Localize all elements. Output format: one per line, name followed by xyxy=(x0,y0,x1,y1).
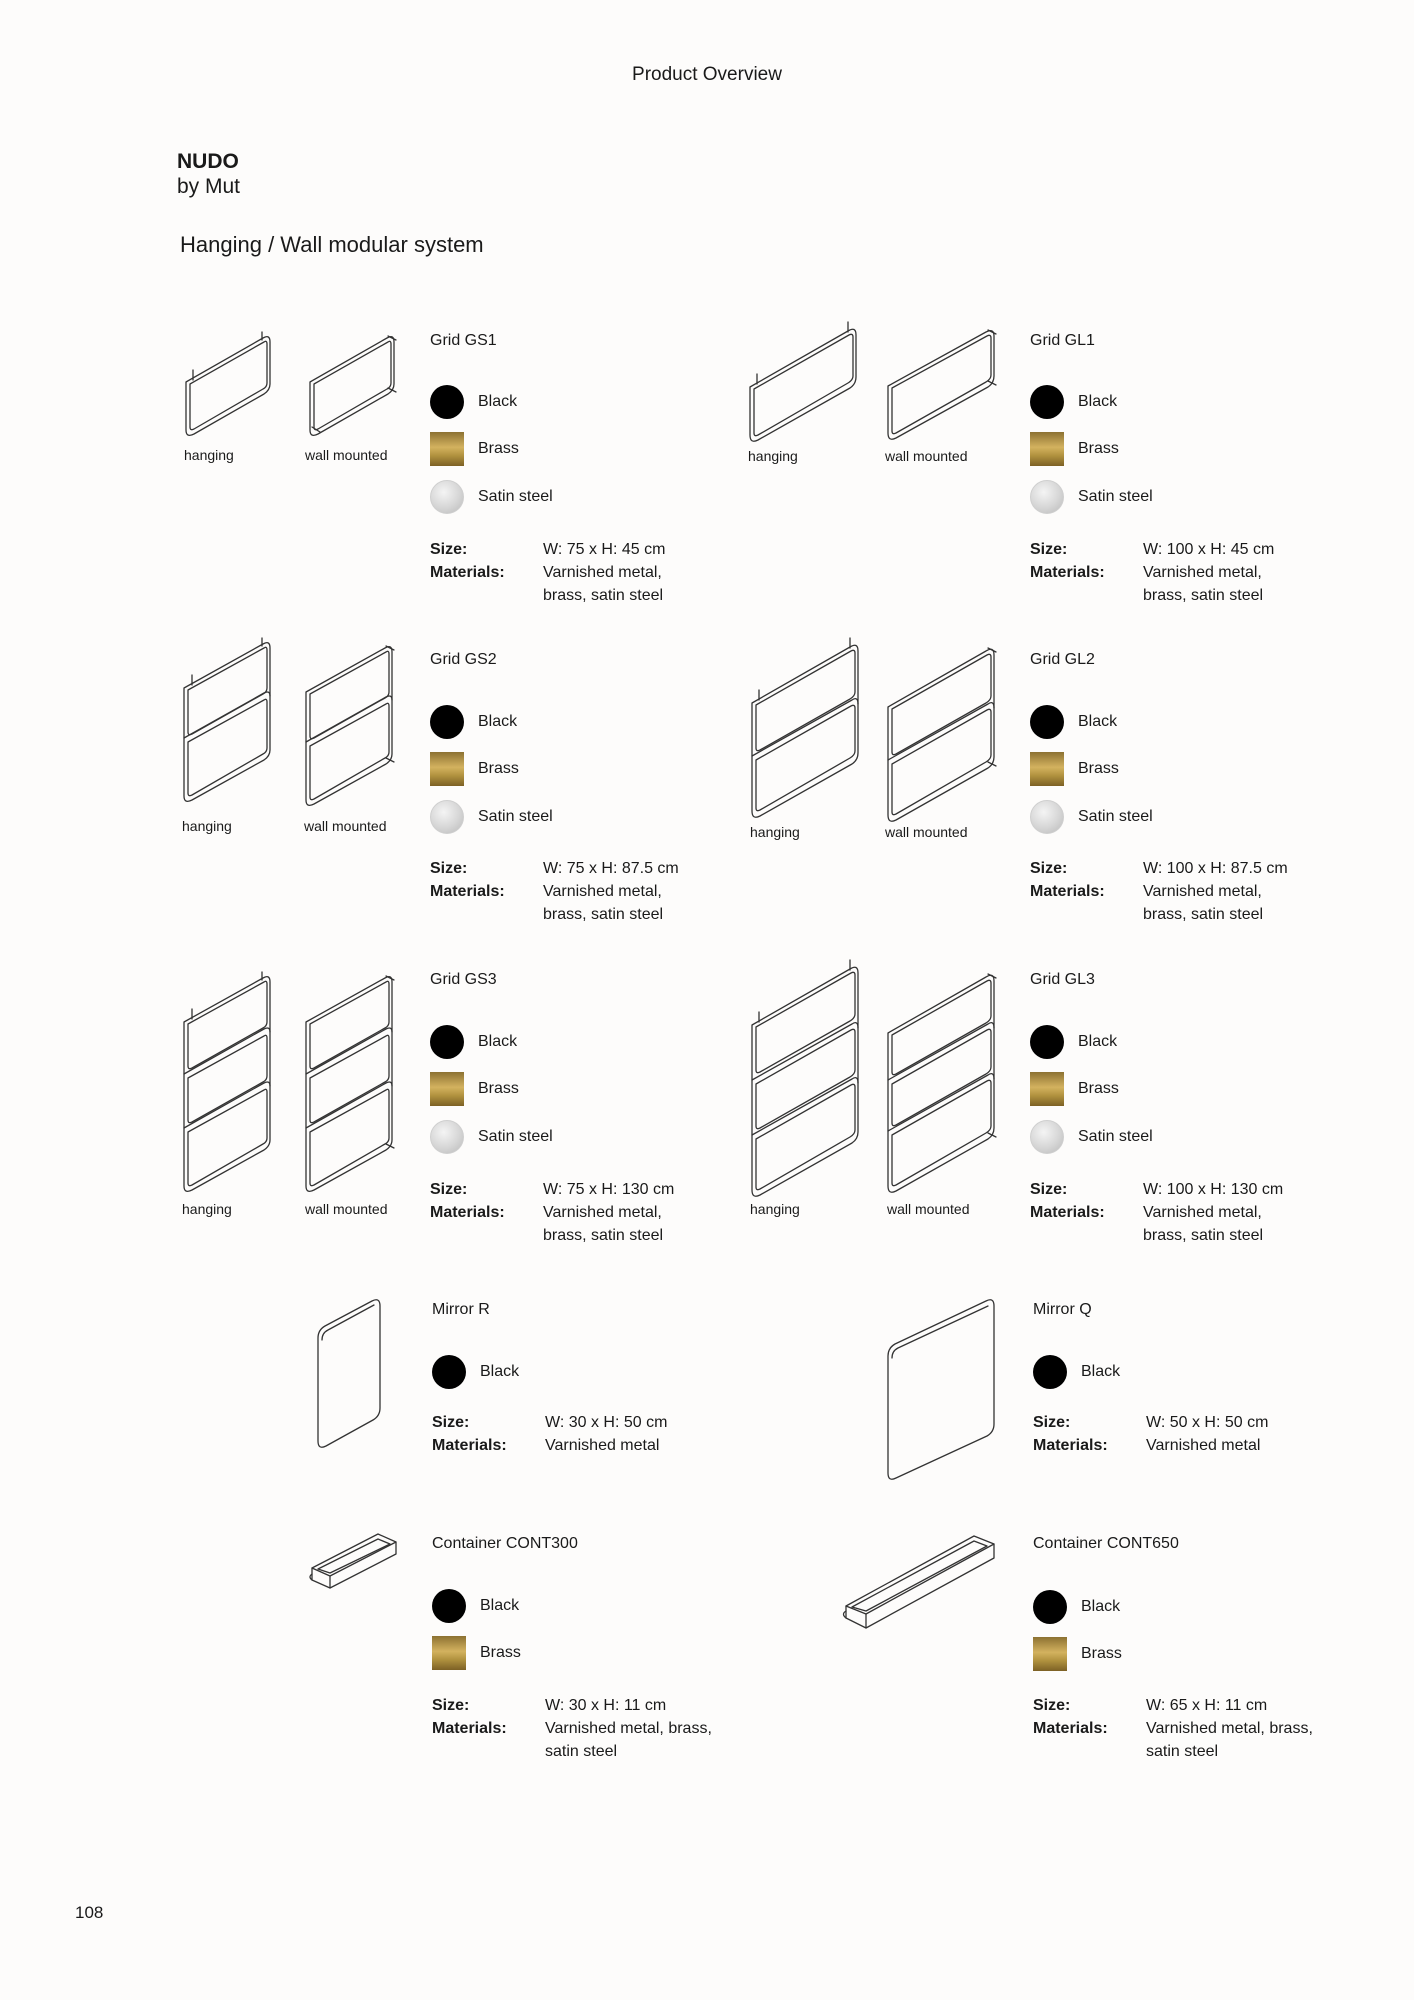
finish-label: Brass xyxy=(1078,440,1119,457)
finish-black xyxy=(430,705,517,739)
size-label: Size: xyxy=(1030,541,1068,558)
finish-label: Black xyxy=(1078,713,1118,730)
size-value: W: 75 x H: 87.5 cm xyxy=(543,860,679,877)
materials-value-2: brass, satin steel xyxy=(1143,1227,1264,1244)
page-header: Product Overview xyxy=(632,64,782,85)
size-value: W: 30 x H: 11 cm xyxy=(545,1697,667,1714)
materials-label: Materials: xyxy=(1030,883,1105,900)
size-value: W: 30 x H: 50 cm xyxy=(545,1414,668,1431)
black-swatch xyxy=(1030,1025,1064,1059)
materials-value-1: Varnished metal, xyxy=(1143,564,1262,581)
materials-label: Materials: xyxy=(430,1204,505,1221)
brass-swatch xyxy=(1030,432,1064,466)
materials-value-2: brass, satin steel xyxy=(543,906,664,923)
finish-label: Brass xyxy=(1078,1080,1119,1097)
size-value: W: 65 x H: 11 cm xyxy=(1146,1697,1268,1714)
materials-label: Materials: xyxy=(430,883,505,900)
grid-gl1-wall-illustration xyxy=(884,326,999,436)
finish-satin-steel xyxy=(430,800,553,834)
size-label: Size: xyxy=(1033,1414,1071,1431)
finish-brass xyxy=(430,432,519,466)
product-name: Grid GL3 xyxy=(1030,971,1095,988)
spec-block xyxy=(432,1694,712,1764)
finish-brass xyxy=(1030,432,1119,466)
caption-hanging: hanging xyxy=(750,1201,800,1217)
materials-value-2: satin steel xyxy=(1146,1743,1219,1760)
materials-value-1: Varnished metal, brass, xyxy=(545,1720,712,1737)
finish-label: Black xyxy=(478,713,518,730)
finish-label: Brass xyxy=(478,440,519,457)
finish-label: Black xyxy=(1081,1598,1121,1615)
materials-value-1: Varnished metal, xyxy=(543,883,662,900)
size-label: Size: xyxy=(1030,860,1068,877)
finish-label: Satin steel xyxy=(1078,488,1153,505)
caption-wall-mounted: wall mounted xyxy=(305,1201,388,1217)
caption-hanging: hanging xyxy=(182,1201,232,1217)
page-number: 108 xyxy=(75,1903,104,1922)
finish-satin-steel xyxy=(430,480,553,514)
materials-value-1: Varnished metal, xyxy=(543,1204,662,1221)
product-name: Container CONT650 xyxy=(1033,1535,1179,1552)
finish-label: Brass xyxy=(1078,760,1119,777)
black-swatch xyxy=(1030,705,1064,739)
materials-value-1: Varnished metal xyxy=(1146,1437,1261,1454)
satin-swatch xyxy=(1030,480,1064,514)
size-label: Size: xyxy=(430,860,468,877)
grid-gl2-hanging-illustration xyxy=(748,638,863,818)
finish-label: Satin steel xyxy=(1078,808,1153,825)
finish-label: Black xyxy=(478,1033,518,1050)
finish-brass xyxy=(1030,752,1119,786)
brass-swatch xyxy=(430,1072,464,1106)
product-name: Grid GS3 xyxy=(430,971,497,988)
black-swatch xyxy=(430,1025,464,1059)
finish-label: Brass xyxy=(478,1080,519,1097)
satin-swatch xyxy=(430,800,464,834)
product-name: Grid GS1 xyxy=(430,332,497,349)
finish-black xyxy=(432,1589,519,1623)
black-swatch xyxy=(1030,385,1064,419)
satin-swatch xyxy=(1030,800,1064,834)
black-swatch xyxy=(430,705,464,739)
materials-label: Materials: xyxy=(1030,564,1105,581)
grid-gl1-hanging-illustration xyxy=(746,322,861,442)
black-swatch xyxy=(432,1355,466,1389)
finish-label: Brass xyxy=(478,760,519,777)
satin-swatch xyxy=(430,480,464,514)
spec-block xyxy=(1030,538,1300,608)
finish-label: Satin steel xyxy=(478,1128,553,1145)
size-value: W: 100 x H: 87.5 cm xyxy=(1143,860,1288,877)
finish-black xyxy=(430,1025,517,1059)
materials-label: Materials: xyxy=(1033,1720,1108,1737)
product-name: Mirror Q xyxy=(1033,1301,1092,1318)
brass-swatch xyxy=(432,1636,466,1670)
satin-swatch xyxy=(1030,1120,1064,1154)
caption-hanging: hanging xyxy=(182,818,232,834)
product-name: Grid GL1 xyxy=(1030,332,1095,349)
caption-wall-mounted: wall mounted xyxy=(887,1201,970,1217)
mirror-r-illustration xyxy=(314,1298,384,1458)
container-cont650-illustration xyxy=(840,1532,998,1640)
size-label: Size: xyxy=(1030,1181,1068,1198)
finish-brass xyxy=(430,752,519,786)
size-value: W: 100 x H: 130 cm xyxy=(1143,1181,1284,1198)
finish-label: Brass xyxy=(1081,1645,1122,1662)
grid-gs3-hanging-illustration xyxy=(180,972,275,1197)
materials-value-1: Varnished metal xyxy=(545,1437,660,1454)
finish-label: Satin steel xyxy=(1078,1128,1153,1145)
spec-block xyxy=(1030,1178,1310,1248)
brass-swatch xyxy=(430,432,464,466)
container-cont300-illustration xyxy=(308,1530,400,1602)
finish-black xyxy=(1033,1590,1120,1624)
materials-label: Materials: xyxy=(1030,1204,1105,1221)
brass-swatch xyxy=(1030,1072,1064,1106)
materials-label: Materials: xyxy=(1033,1437,1108,1454)
finish-black xyxy=(1030,1025,1117,1059)
finish-label: Black xyxy=(1078,1033,1118,1050)
caption-hanging: hanging xyxy=(748,448,798,464)
grid-gs1-hanging-illustration xyxy=(180,332,275,442)
grid-gs1-wall-illustration xyxy=(304,332,399,442)
materials-value-1: Varnished metal, xyxy=(1143,883,1262,900)
finish-black xyxy=(1033,1355,1120,1389)
finish-black xyxy=(430,385,517,419)
brass-swatch xyxy=(1030,752,1064,786)
black-swatch xyxy=(432,1589,466,1623)
finish-satin-steel xyxy=(430,1120,553,1154)
spec-block xyxy=(1033,1694,1323,1764)
brand-name: NUDO xyxy=(177,150,239,173)
finish-label: Black xyxy=(480,1597,520,1614)
materials-value-2: satin steel xyxy=(545,1743,618,1760)
grid-gs2-wall-illustration xyxy=(302,642,397,812)
finish-black xyxy=(1030,385,1117,419)
finish-label: Satin steel xyxy=(478,808,553,825)
spec-block xyxy=(430,1178,700,1248)
finish-satin-steel xyxy=(1030,1120,1153,1154)
materials-label: Materials: xyxy=(432,1437,507,1454)
system-title: Hanging / Wall modular system xyxy=(180,232,484,257)
spec-block xyxy=(430,538,690,608)
product-name: Container CONT300 xyxy=(432,1535,578,1552)
materials-label: Materials: xyxy=(432,1720,507,1737)
product-name: Grid GL2 xyxy=(1030,651,1095,668)
black-swatch xyxy=(1033,1590,1067,1624)
size-label: Size: xyxy=(430,541,468,558)
grid-gl3-wall-illustration xyxy=(884,968,999,1198)
finish-brass xyxy=(1033,1637,1122,1671)
finish-black xyxy=(432,1355,519,1389)
size-label: Size: xyxy=(1033,1697,1071,1714)
finish-label: Black xyxy=(1078,393,1118,410)
size-label: Size: xyxy=(432,1697,470,1714)
finish-label: Black xyxy=(480,1363,520,1380)
product-name: Mirror R xyxy=(432,1301,490,1318)
materials-value-1: Varnished metal, xyxy=(543,564,662,581)
mirror-q-illustration xyxy=(884,1298,999,1480)
finish-satin-steel xyxy=(1030,480,1153,514)
finish-brass xyxy=(430,1072,519,1106)
materials-value-2: brass, satin steel xyxy=(543,587,664,604)
spec-block xyxy=(1030,857,1310,927)
finish-black xyxy=(1030,705,1117,739)
grid-gs3-wall-illustration xyxy=(302,972,397,1197)
caption-wall-mounted: wall mounted xyxy=(305,447,388,463)
grid-gl3-hanging-illustration xyxy=(748,960,863,1200)
spec-block xyxy=(430,857,700,927)
size-value: W: 75 x H: 45 cm xyxy=(543,541,666,558)
finish-label: Brass xyxy=(480,1644,521,1661)
caption-wall-mounted: wall mounted xyxy=(885,448,968,464)
grid-gl2-wall-illustration xyxy=(884,642,999,822)
materials-value-2: brass, satin steel xyxy=(1143,587,1264,604)
caption-wall-mounted: wall mounted xyxy=(885,824,968,840)
finish-satin-steel xyxy=(1030,800,1153,834)
size-value: W: 50 x H: 50 cm xyxy=(1146,1414,1269,1431)
black-swatch xyxy=(1033,1355,1067,1389)
size-label: Size: xyxy=(432,1414,470,1431)
finish-label: Black xyxy=(1081,1363,1121,1380)
spec-block xyxy=(1033,1411,1293,1461)
brand-designer: by Mut xyxy=(177,175,241,198)
materials-label: Materials: xyxy=(430,564,505,581)
finish-label: Satin steel xyxy=(478,488,553,505)
size-label: Size: xyxy=(430,1181,468,1198)
black-swatch xyxy=(430,385,464,419)
spec-block xyxy=(432,1411,692,1461)
brass-swatch xyxy=(430,752,464,786)
caption-wall-mounted: wall mounted xyxy=(304,818,387,834)
finish-label: Black xyxy=(478,393,518,410)
brass-swatch xyxy=(1033,1637,1067,1671)
materials-value-1: Varnished metal, brass, xyxy=(1146,1720,1313,1737)
finish-brass xyxy=(432,1636,521,1670)
size-value: W: 100 x H: 45 cm xyxy=(1143,541,1275,558)
product-name: Grid GS2 xyxy=(430,651,497,668)
finish-brass xyxy=(1030,1072,1119,1106)
materials-value-2: brass, satin steel xyxy=(1143,906,1264,923)
grid-gs2-hanging-illustration xyxy=(180,638,275,808)
materials-value-2: brass, satin steel xyxy=(543,1227,664,1244)
size-value: W: 75 x H: 130 cm xyxy=(543,1181,675,1198)
caption-hanging: hanging xyxy=(184,447,234,463)
satin-swatch xyxy=(430,1120,464,1154)
materials-value-1: Varnished metal, xyxy=(1143,1204,1262,1221)
caption-hanging: hanging xyxy=(750,824,800,840)
